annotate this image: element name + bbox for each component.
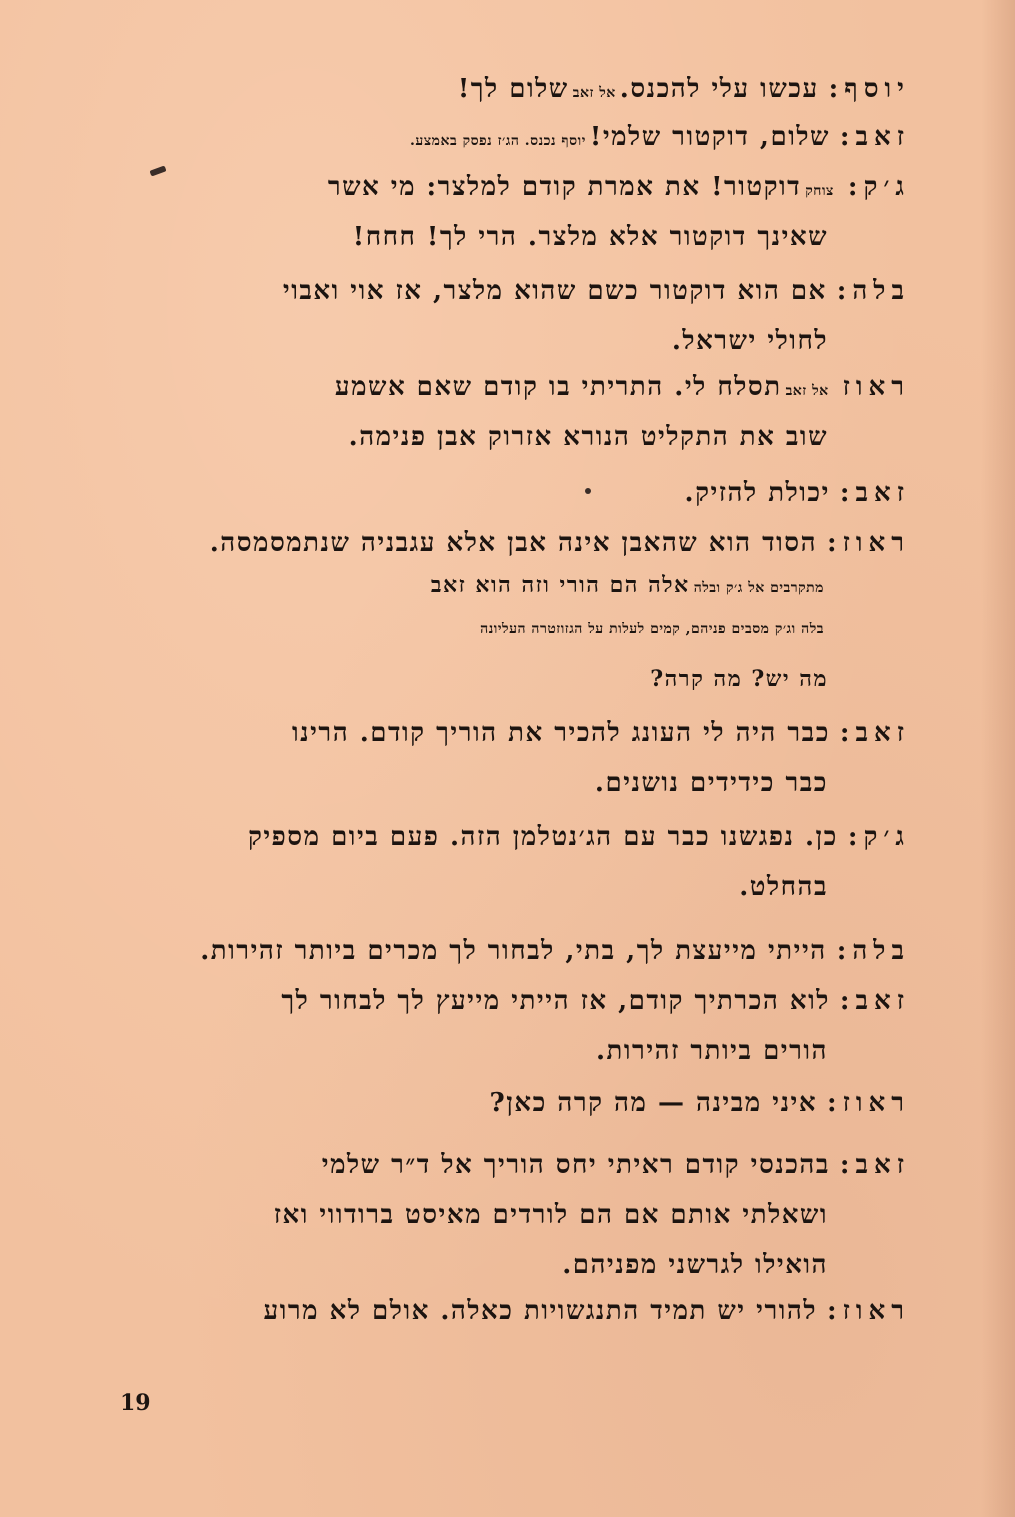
dialogue-text: בהחלט.	[739, 874, 828, 900]
dialogue-text: הורים ביותר זהירות.	[595, 1038, 828, 1064]
dialogue-text: אם הוא דוקטור כשם שהוא מלצר, אז אוי ואבוי	[282, 278, 827, 304]
dialogue-text: כבר היה לי העונג להכיר את הוריך קודם. הרינו	[292, 720, 830, 746]
dialogue-text: לוא הכרתיך קודם, אז הייתי מייעץ לך לבחור לך	[281, 988, 830, 1014]
dialogue-line	[118, 328, 828, 354]
dialogue-text: עכשו עלי להכנס.	[619, 76, 819, 102]
speaker-name: יוסף:	[828, 76, 910, 102]
dialogue-text: יכולת להזיק.	[684, 480, 830, 506]
dialogue-text: כן. נפגשנו כבר עם הג׳נטלמן הזה. פעם ביום מספיק	[247, 824, 838, 850]
speaker-name: בלה:	[836, 938, 910, 964]
speaker-name: זאב:	[839, 124, 910, 150]
stage-direction: צוחק	[805, 183, 834, 199]
dialogue-line	[110, 76, 910, 102]
dialogue-text: שלום לך!	[457, 76, 569, 102]
speaker-name: זאב:	[839, 480, 910, 506]
dialogue-line	[118, 1038, 828, 1064]
dialogue-line	[110, 824, 910, 850]
dialogue-text: הייתי מייעצת לך, בתי, לבחור לך מכרים ביותר זהירות.	[200, 938, 827, 964]
dialogue-line	[110, 1152, 910, 1178]
speaker-name: זאב:	[839, 1152, 910, 1178]
dialogue-text: לחולי ישראל.	[671, 328, 828, 354]
speaker-name: ראוז:	[827, 1298, 910, 1324]
dialogue-line	[110, 374, 910, 400]
speaker-name: ג׳ק:	[847, 824, 910, 850]
dialogue-line	[110, 1090, 910, 1116]
stage-direction: מתקרבים אל ג׳ק ובלה	[693, 580, 824, 596]
dialogue-line	[118, 424, 828, 450]
dialogue-text: תסלח לי. התריתי בו קודם שאם אשמע	[334, 374, 782, 400]
dialogue-text: כבר כידידים נושנים.	[594, 770, 828, 796]
speaker-name: ראוז	[842, 374, 910, 400]
speaker-name: זאב:	[839, 988, 910, 1014]
dialogue-text: להורי יש תמיד התנגשויות כאלה. אולם לא מרוע	[263, 1298, 818, 1324]
page-number: 19	[120, 1390, 151, 1416]
dialogue-line	[118, 224, 828, 250]
stage-direction-line	[118, 574, 828, 596]
dialogue-text: הסוד הוא שהאבן אינה אבן אלא עגבניה שנתמסמסה.	[209, 530, 818, 556]
dialogue-text: שוב את התקליט הנורא אזרוק אבן פנימה.	[348, 424, 828, 450]
speaker-name: ראוז:	[827, 530, 910, 556]
dialogue-text: שאינך דוקטור אלא מלצר. הרי לך! חחח!	[352, 224, 828, 250]
dialogue-line	[118, 1202, 828, 1228]
stage-direction: בלה וג׳ק מסבים פניהם, קמים לעלות על הגזוזטרה העליונה	[480, 622, 824, 636]
dialogue-text: ושאלתי אותם אם הם לורדים מאיסט ברודווי ואז	[273, 1202, 828, 1228]
speaker-name: ראוז:	[827, 1090, 910, 1116]
speaker-name: ג׳ק:	[847, 174, 910, 200]
dialogue-line	[110, 480, 910, 506]
dialogue-line	[118, 770, 828, 796]
stage-direction-line	[118, 622, 828, 636]
dialogue-line	[110, 1298, 910, 1324]
stage-direction: יוסף נכנס. הג׳ז נפסק באמצע.	[410, 133, 586, 149]
dialogue-text: בהכנסי קודם ראיתי יחס הוריך אל ד״ר שלמי	[321, 1152, 830, 1178]
dialogue-line	[110, 278, 910, 304]
ink-dot	[585, 488, 591, 494]
stage-direction: אל זאב	[785, 383, 829, 399]
dialogue-text: שלום, דוקטור שלמי!	[589, 124, 830, 150]
stage-direction: אל זאב	[572, 85, 616, 101]
dialogue-text: דוקטור! את אמרת קודם למלצר: מי אשר	[327, 174, 802, 200]
speaker-name: זאב:	[839, 720, 910, 746]
dialogue-text: הואילו לגרשני מפניהם.	[562, 1252, 828, 1278]
dialogue-line	[110, 938, 910, 964]
dialogue-line	[110, 530, 910, 556]
dialogue-line	[110, 174, 910, 200]
dialogue-line	[110, 988, 910, 1014]
dialogue-line	[118, 668, 828, 690]
dialogue-line	[110, 124, 910, 150]
dialogue-text: אלה הם הורי וזה הוא זאב	[430, 574, 690, 596]
speaker-name: בלה:	[836, 278, 910, 304]
dialogue-text: איני מבינה — מה קרה כאן?	[489, 1090, 818, 1116]
page-edge-shadow	[981, 0, 1015, 1517]
dialogue-line	[118, 1252, 828, 1278]
dialogue-line	[118, 874, 828, 900]
dialogue-text: מה יש? מה קרה?	[650, 668, 828, 690]
dialogue-line	[110, 720, 910, 746]
